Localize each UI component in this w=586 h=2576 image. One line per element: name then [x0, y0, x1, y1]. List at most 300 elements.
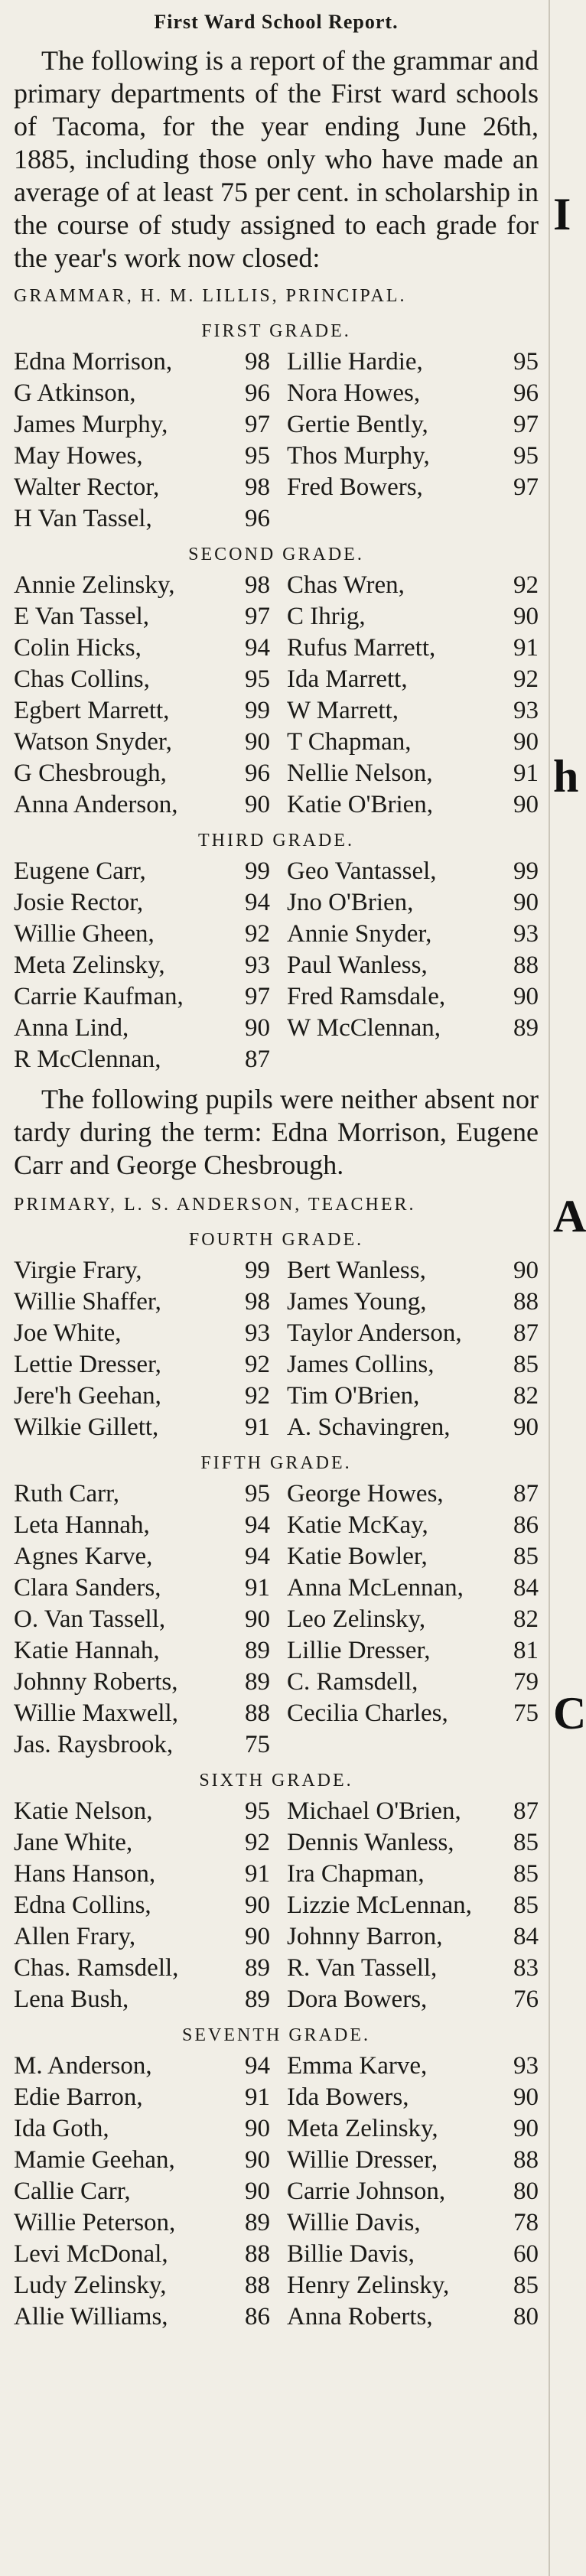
pupil-entry: [276, 570, 539, 601]
pupil-name: Clara Sanders,: [14, 1574, 161, 1602]
intro-paragraph: The following is a report of the grammar and primary departments of the First ward schools of Tacoma, for the year ending June 26th, 1885, including those only who have made an average of at least 75 per cent. in scholarship in the course of study assigned to each grade for the year's work now closed:: [14, 45, 539, 273]
pupil-score: 94: [245, 1511, 270, 1539]
pupil-name: Jas. Raysbrook,: [14, 1731, 174, 1758]
pupil-entry: [14, 1796, 276, 1827]
pupil-name: W Marrett,: [287, 697, 399, 724]
pupil-row: [14, 2082, 539, 2113]
pupil-score: 88: [245, 2240, 270, 2268]
pupil-row: [14, 472, 539, 503]
pupil-score: 95: [245, 665, 270, 693]
pupil-score: 91: [245, 1413, 270, 1441]
pupil-row: [14, 2145, 539, 2176]
pupil-name: Ira Chapman,: [287, 1860, 425, 1888]
pupil-name: Levi McDonal,: [14, 2240, 168, 2268]
pupil-entry: [276, 695, 539, 727]
adjacent-column-fragment: A: [553, 1191, 586, 1241]
pupil-row: [14, 1286, 539, 1318]
pupil-score: 92: [513, 665, 539, 693]
pupil-score: 88: [513, 2146, 539, 2174]
pupil-row: [14, 1635, 539, 1667]
pupil-name: Dennis Wanless,: [287, 1829, 454, 1856]
pupil-row: [14, 981, 539, 1013]
pupil-entry: [276, 1013, 539, 1044]
pupil-entry: [14, 1013, 276, 1044]
grade-heading-third: THIRD GRADE.: [198, 831, 354, 851]
pupil-entry: [276, 981, 539, 1013]
pupil-score: 93: [245, 951, 270, 979]
pupil-name: James Young,: [287, 1288, 427, 1316]
pupil-name: Gertie Bently,: [287, 411, 428, 438]
pupil-row: [14, 441, 539, 472]
pupil-entry: [276, 1541, 539, 1573]
pupil-score: 90: [245, 791, 270, 818]
pupil-entry: [14, 789, 276, 821]
pupil-name: M. Anderson,: [14, 2052, 152, 2080]
grade-list-first: [14, 346, 539, 535]
pupil-score: 90: [513, 791, 539, 818]
pupil-name: Nora Howes,: [287, 379, 421, 407]
pupil-score: 93: [245, 1319, 270, 1347]
pupil-score: 85: [513, 1351, 539, 1378]
pupil-name: Mamie Geehan,: [14, 2146, 175, 2174]
grade-heading-fifth: FIFTH GRADE.: [200, 1453, 352, 1473]
pupil-entry: [14, 1729, 276, 1761]
pupil-row: [14, 601, 539, 633]
pupil-entry: [14, 695, 276, 727]
grade-list-third: [14, 856, 539, 1075]
pupil-name: Edna Collins,: [14, 1891, 151, 1919]
pupil-entry: [276, 1890, 539, 1921]
pupil-row: [14, 695, 539, 727]
pupil-entry: [14, 1381, 276, 1412]
pupil-entry: [276, 1478, 539, 1510]
pupil-name: James Murphy,: [14, 411, 168, 438]
pupil-row: [14, 1013, 539, 1044]
pupil-score: 92: [245, 1382, 270, 1410]
pupil-entry: [276, 727, 539, 758]
pupil-score: 99: [245, 1257, 270, 1284]
pupil-entry: [14, 1255, 276, 1286]
pupil-name: Jere'h Geehan,: [14, 1382, 161, 1410]
pupil-entry: [276, 919, 539, 950]
pupil-entry: [276, 887, 539, 919]
pupil-entry: [276, 1953, 539, 1984]
pupil-row: [14, 1859, 539, 1890]
pupil-row: [14, 789, 539, 821]
pupil-score: 84: [513, 1574, 539, 1602]
pupil-score: 96: [513, 379, 539, 407]
pupil-entry: [14, 1318, 276, 1349]
pupil-name: Chas. Ramsdell,: [14, 1954, 179, 1982]
pupil-row: [14, 2113, 539, 2145]
pupil-score: 99: [245, 697, 270, 724]
pupil-name: Edie Barron,: [14, 2083, 143, 2111]
pupil-entry: [276, 409, 539, 441]
pupil-entry: [276, 633, 539, 664]
pupil-row: [14, 2207, 539, 2239]
pupil-name: James Collins,: [287, 1351, 435, 1378]
pupil-name: C. Ramsdell,: [287, 1668, 418, 1696]
pupil-entry: [276, 1635, 539, 1667]
pupil-name: Anna Lind,: [14, 1014, 129, 1042]
pupil-entry: [276, 1667, 539, 1698]
pupil-score: 96: [245, 505, 270, 532]
pupil-entry: [14, 601, 276, 633]
pupil-score: 97: [245, 603, 270, 630]
pupil-entry: [276, 2207, 539, 2239]
pupil-entry: [276, 1349, 539, 1381]
pupil-row: [14, 1729, 539, 1761]
pupil-score: 90: [245, 1891, 270, 1919]
pupil-name: Chas Wren,: [287, 571, 405, 599]
pupil-entry: [276, 1318, 539, 1349]
pupil-entry: [14, 1412, 276, 1443]
pupil-name: Edna Morrison,: [14, 348, 173, 376]
pupil-name: R. Van Tassell,: [287, 1954, 438, 1982]
pupil-entry: [14, 503, 276, 535]
pupil-name: Agnes Karve,: [14, 1543, 153, 1570]
pupil-row: [14, 378, 539, 409]
pupil-name: Willie Davis,: [287, 2209, 421, 2236]
pupil-name: O. Van Tassell,: [14, 1605, 166, 1633]
pupil-score: 96: [245, 379, 270, 407]
pupil-score: 98: [245, 571, 270, 599]
pupil-entry: [276, 2145, 539, 2176]
pupil-score: 88: [245, 2272, 270, 2299]
pupil-row: [14, 409, 539, 441]
pupil-score: 95: [245, 1480, 270, 1508]
pupil-name: Walter Rector,: [14, 473, 160, 501]
pupil-entry: [14, 633, 276, 664]
pupil-name: Michael O'Brien,: [287, 1797, 461, 1825]
pupil-name: Leta Hannah,: [14, 1511, 150, 1539]
pupil-name: Katie Nelson,: [14, 1797, 153, 1825]
pupil-entry: [14, 950, 276, 981]
pupil-entry: [276, 950, 539, 981]
pupil-score: 90: [513, 728, 539, 756]
pupil-score: 89: [245, 1668, 270, 1696]
pupil-row: [14, 856, 539, 887]
pupil-row: [14, 1796, 539, 1827]
pupil-name: Allie Williams,: [14, 2303, 168, 2330]
pupil-score: 97: [513, 411, 539, 438]
pupil-name: W McClennan,: [287, 1014, 441, 1042]
pupil-entry: [276, 2301, 539, 2333]
pupil-row: [14, 1044, 539, 1075]
pupil-score: 78: [513, 2209, 539, 2236]
pupil-row: [14, 1349, 539, 1381]
pupil-row: [14, 2051, 539, 2082]
pupil-entry: [14, 1044, 276, 1075]
pupil-name: Watson Snyder,: [14, 728, 172, 756]
pupil-row: [14, 1541, 539, 1573]
pupil-entry: [14, 887, 276, 919]
pupil-entry: [14, 378, 276, 409]
pupil-score: 90: [513, 1413, 539, 1441]
adjacent-column-fragment: C: [553, 1688, 586, 1738]
pupil-name: G Chesbrough,: [14, 759, 167, 787]
pupil-score: 85: [513, 1891, 539, 1919]
pupil-name: Jane White,: [14, 1829, 133, 1856]
pupil-name: Annie Snyder,: [287, 920, 432, 948]
pupil-score: 90: [245, 1605, 270, 1633]
grade-list-second: [14, 570, 539, 821]
pupil-entry: [276, 2082, 539, 2113]
pupil-score: 93: [513, 697, 539, 724]
pupil-name: C Ihrig,: [287, 603, 366, 630]
pupil-row: [14, 2301, 539, 2333]
pupil-score: 76: [513, 1986, 539, 2013]
pupil-score: 90: [513, 1257, 539, 1284]
pupil-score: 97: [245, 983, 270, 1010]
pupil-entry: [276, 1698, 539, 1729]
pupil-score: 90: [245, 2178, 270, 2205]
pupil-name: Fred Bowers,: [287, 473, 423, 501]
pupil-score: 82: [513, 1382, 539, 1410]
pupil-entry: [14, 409, 276, 441]
pupil-score: 92: [513, 571, 539, 599]
pupil-name: Emma Karve,: [287, 2052, 428, 2080]
pupil-row: [14, 950, 539, 981]
pupil-name: Katie O'Brien,: [287, 791, 434, 818]
grade-list-fifth: [14, 1478, 539, 1761]
pupil-score: 88: [513, 1288, 539, 1316]
pupil-score: 97: [245, 411, 270, 438]
pupil-name: Ida Goth,: [14, 2115, 109, 2142]
pupil-name: Carrie Johnson,: [287, 2178, 446, 2205]
pupil-name: Dora Bowers,: [287, 1986, 428, 2013]
pupil-name: Chas Collins,: [14, 665, 150, 693]
pupil-entry: [14, 758, 276, 789]
pupil-name: Katie McKay,: [287, 1511, 428, 1539]
pupil-score: 93: [513, 2052, 539, 2080]
pupil-entry: [276, 601, 539, 633]
pupil-name: A. Schavingren,: [287, 1413, 451, 1441]
pupil-name: Rufus Marrett,: [287, 634, 436, 662]
pupil-entry: [14, 727, 276, 758]
pupil-name: Ida Bowers,: [287, 2083, 409, 2111]
pupil-row: [14, 346, 539, 378]
pupil-score: 98: [245, 348, 270, 376]
primary-department-heading: PRIMARY, L. S. ANDERSON, TEACHER.: [14, 1195, 416, 1215]
pupil-name: Annie Zelinsky,: [14, 571, 175, 599]
pupil-entry: [14, 2051, 276, 2082]
pupil-score: 85: [513, 1829, 539, 1856]
pupil-name: Nellie Nelson,: [287, 759, 433, 787]
pupil-row: [14, 2239, 539, 2270]
adjacent-column-fragment: h: [553, 751, 579, 802]
pupil-entry: [14, 441, 276, 472]
pupil-score: 97: [513, 473, 539, 501]
pupil-name: Josie Rector,: [14, 889, 144, 916]
pupil-score: 99: [245, 857, 270, 885]
pupil-entry: [276, 472, 539, 503]
grade-heading-seventh: SEVENTH GRADE.: [182, 2025, 370, 2045]
pupil-name: Taylor Anderson,: [287, 1319, 462, 1347]
pupil-score: 86: [245, 2303, 270, 2330]
pupil-score: 90: [513, 2115, 539, 2142]
pupil-entry: [14, 1541, 276, 1573]
pupil-entry: [276, 1827, 539, 1859]
pupil-entry: [14, 1984, 276, 2015]
pupil-entry: [14, 1953, 276, 1984]
pupil-entry: [276, 441, 539, 472]
pupil-entry: [14, 2082, 276, 2113]
pupil-score: 90: [245, 1923, 270, 1950]
grade-heading-fourth: FOURTH GRADE.: [188, 1230, 364, 1250]
pupil-score: 90: [513, 889, 539, 916]
pupil-entry: [14, 2270, 276, 2301]
pupil-entry: [14, 1698, 276, 1729]
pupil-name: Allen Frary,: [14, 1923, 136, 1950]
grade-list-fourth: [14, 1255, 539, 1443]
pupil-row: [14, 664, 539, 695]
pupil-score: 79: [513, 1668, 539, 1696]
pupil-name: Callie Carr,: [14, 2178, 131, 2205]
pupil-entry: [14, 919, 276, 950]
pupil-row: [14, 1953, 539, 1984]
pupil-entry: [276, 2113, 539, 2145]
pupil-row: [14, 1318, 539, 1349]
pupil-score: 92: [245, 920, 270, 948]
pupil-row: [14, 727, 539, 758]
pupil-score: 89: [245, 1637, 270, 1664]
pupil-score: 89: [245, 2209, 270, 2236]
pupil-name: Anna Anderson,: [14, 791, 178, 818]
pupil-name: Virgie Frary,: [14, 1257, 142, 1284]
pupil-name: E Van Tassel,: [14, 603, 150, 630]
pupil-name: Carrie Kaufman,: [14, 983, 184, 1010]
pupil-score: 95: [245, 442, 270, 470]
pupil-entry: [14, 2207, 276, 2239]
pupil-score: 80: [513, 2178, 539, 2205]
pupil-row: [14, 1667, 539, 1698]
pupil-score: 85: [513, 1860, 539, 1888]
pupil-name: Eugene Carr,: [14, 857, 146, 885]
pupil-row: [14, 1921, 539, 1953]
adjacent-column-fragment: I: [553, 189, 571, 239]
pupil-entry: [276, 378, 539, 409]
pupil-score: 96: [245, 759, 270, 787]
pupil-score: 91: [513, 634, 539, 662]
pupil-row: [14, 1604, 539, 1635]
pupil-name: Johnny Roberts,: [14, 1668, 178, 1696]
pupil-entry: [276, 1573, 539, 1604]
pupil-name: Henry Zelinsky,: [287, 2272, 450, 2299]
pupil-entry: [14, 856, 276, 887]
pupil-name: Colin Hicks,: [14, 634, 142, 662]
pupil-score: 94: [245, 1543, 270, 1570]
pupil-row: [14, 570, 539, 601]
pupil-score: 90: [245, 2146, 270, 2174]
pupil-name: Tim O'Brien,: [287, 1382, 420, 1410]
pupil-score: 75: [245, 1731, 270, 1758]
pupil-score: 95: [513, 442, 539, 470]
pupil-score: 94: [245, 889, 270, 916]
pupil-entry: [14, 2239, 276, 2270]
pupil-row: [14, 2270, 539, 2301]
pupil-entry: [276, 1286, 539, 1318]
pupil-row: [14, 758, 539, 789]
pupil-name: Fred Ramsdale,: [287, 983, 446, 1010]
pupil-score: 83: [513, 1954, 539, 1982]
pupil-score: 90: [513, 603, 539, 630]
pupil-entry: [14, 1286, 276, 1318]
pupil-score: 87: [513, 1319, 539, 1347]
grade-heading-first: FIRST GRADE.: [201, 321, 351, 341]
pupil-row: [14, 1255, 539, 1286]
pupil-name: Willie Gheen,: [14, 920, 155, 948]
grade-list-sixth: [14, 1796, 539, 2015]
pupil-name: Ida Marrett,: [287, 665, 408, 693]
pupil-row: [14, 1573, 539, 1604]
grade-heading-sixth: SIXTH GRADE.: [199, 1771, 353, 1791]
pupil-entry: [14, 2113, 276, 2145]
pupil-score: 91: [245, 1860, 270, 1888]
pupil-name: Katie Hannah,: [14, 1637, 160, 1664]
pupil-row: [14, 1478, 539, 1510]
pupil-entry: [276, 789, 539, 821]
pupil-row: [14, 2176, 539, 2207]
pupil-score: 91: [513, 759, 539, 787]
pupil-score: 84: [513, 1923, 539, 1950]
pupil-row: [14, 1984, 539, 2015]
pupil-name: Geo Vantassel,: [287, 857, 437, 885]
pupil-entry: [14, 2145, 276, 2176]
pupil-entry: [276, 1604, 539, 1635]
pupil-entry: [14, 1890, 276, 1921]
pupil-score: 92: [245, 1351, 270, 1378]
pupil-entry: [276, 1921, 539, 1953]
grade-list-seventh: [14, 2051, 539, 2333]
pupil-name: Wilkie Gillett,: [14, 1413, 159, 1441]
pupil-name: George Howes,: [287, 1480, 444, 1508]
pupil-score: 90: [245, 1014, 270, 1042]
pupil-score: 80: [513, 2303, 539, 2330]
pupil-score: 95: [513, 348, 539, 376]
pupil-score: 93: [513, 920, 539, 948]
pupil-row: [14, 503, 539, 535]
pupil-name: Willie Shaffer,: [14, 1288, 161, 1316]
pupil-entry: [276, 2270, 539, 2301]
pupil-name: Willie Dresser,: [287, 2146, 438, 2174]
pupil-score: 94: [245, 2052, 270, 2080]
pupil-score: 82: [513, 1605, 539, 1633]
pupil-name: Johnny Barron,: [287, 1923, 443, 1950]
pupil-name: Lillie Dresser,: [287, 1637, 431, 1664]
article-column: [14, 0, 539, 2333]
pupil-name: Joe White,: [14, 1319, 122, 1347]
pupil-entry: [14, 981, 276, 1013]
pupil-score: 98: [245, 1288, 270, 1316]
pupil-name: Lettie Dresser,: [14, 1351, 161, 1378]
pupil-score: 91: [245, 2083, 270, 2111]
pupil-name: Anna Roberts,: [287, 2303, 433, 2330]
attendance-note: The following pupils were neither absent nor tardy during the term: Edna Morrison, Eugene Carr and George Chesbrough.: [14, 1084, 539, 1180]
pupil-score: 90: [513, 983, 539, 1010]
pupil-name: May Howes,: [14, 442, 143, 470]
pupil-entry: [14, 570, 276, 601]
pupil-score: 98: [245, 473, 270, 501]
pupil-name: Bert Wanless,: [287, 1257, 426, 1284]
pupil-entry: [14, 2301, 276, 2333]
pupil-entry: [14, 1827, 276, 1859]
pupil-entry: [14, 1921, 276, 1953]
pupil-row: [14, 919, 539, 950]
pupil-score: 92: [245, 1829, 270, 1856]
pupil-entry: [14, 1635, 276, 1667]
pupil-score: 87: [245, 1046, 270, 1073]
